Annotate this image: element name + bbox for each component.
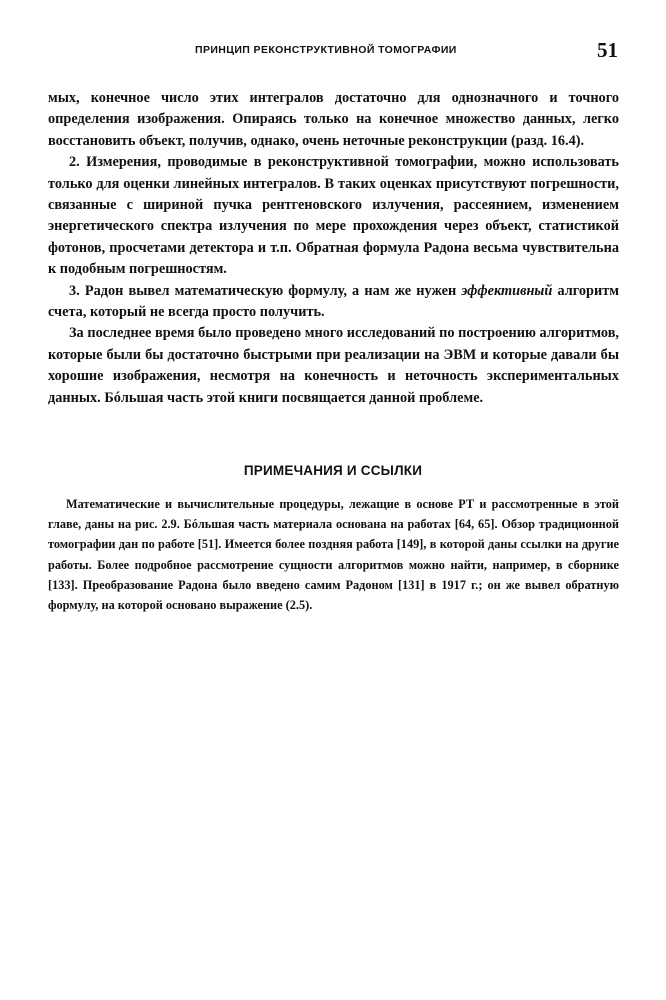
notes-paragraph: Математические и вычислительные процедуры, лежащие в основе РТ и рассмотренные в этой главе, даны на рис. 2.9. Бóльшая часть материала основана на работах [64, 65]. Обзор традиционной томографии дан по работе [51]. Имеется более поздняя работа [149], в которой даны ссылки на другие работы. Более подробное рассмотрение сущности алгоритмов можно найти, например, в сборнике [133]. Преобразование Радона было введено самим Радоном [131] в 1917 г.; он же вывел обратную формулу, на которой основано выражение (2.5). xyxy=(48,497,619,613)
running-title: ПРИНЦИП РЕКОНСТРУКТИВНОЙ ТОМОГРАФИИ xyxy=(195,44,457,56)
notes-heading: ПРИМЕЧАНИЯ И ССЫЛКИ xyxy=(243,463,423,478)
running-header xyxy=(0,40,666,64)
paragraph-conclusion: За последнее время было проведено много исследований по построению алгоритмов, которые были бы достаточно быстрыми при реализации на ЭВМ и которые давали бы хорошие изображения, несмотря на конечность и неточность экспериментальных данных. Бóльшая часть этой книги посвящается данной проблеме. xyxy=(48,325,619,406)
paragraph-item-3-start: 3. Радон вывел математическую формулу, а нам же нужен xyxy=(69,282,462,299)
paragraph-item-3 xyxy=(48,281,619,324)
paragraph-item-2: 2. Измерения, проводимые в реконструктивной томографии, можно использовать только для оценки линейных интегралов. В таких оценках присутствуют погрешности, связанные с шириной пучка рентгеновского излучения, рассеянием, изменением энергетического спектра излучения по мере прохождения через объект, статистикой фотонов, просчетами детектора и т.п. Обратная формула Радона весьма чувствительна к подобным погрешностям. xyxy=(48,154,619,278)
main-text xyxy=(48,88,619,409)
paragraph-continuation: мых, конечное число этих интегралов достаточно для однозначного и точного определения изображения. Опираясь только на конечное множество данных, легко восстановить объект, получив, однако, очень неточные реконструкции (разд. 16.4). xyxy=(48,90,619,149)
page-number: 51 xyxy=(597,38,618,62)
paragraph-item-3-end: алгоритм счета, который не всегда просто получить. xyxy=(48,282,619,321)
emphasis-effective: эффективный xyxy=(461,282,553,299)
